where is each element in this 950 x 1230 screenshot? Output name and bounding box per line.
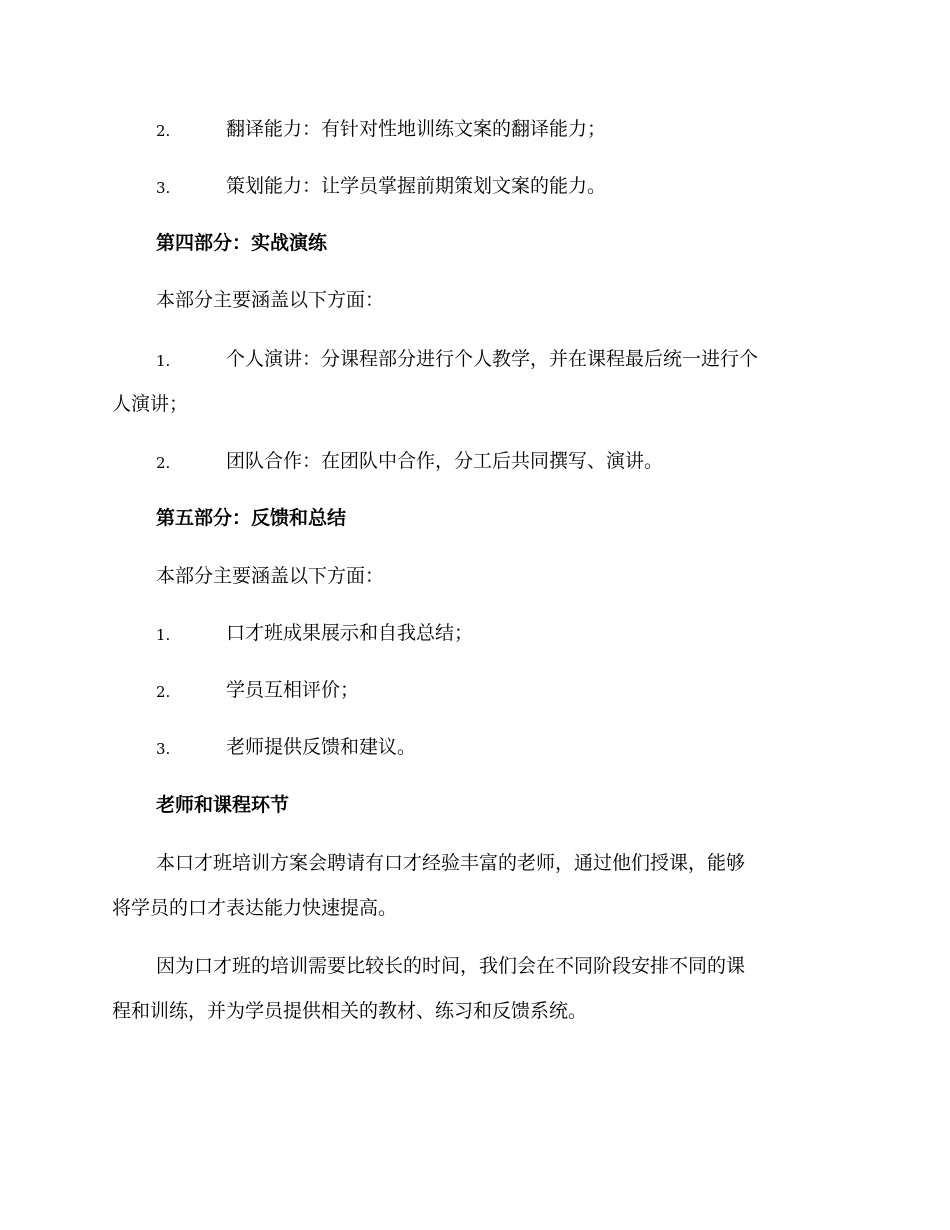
paragraph-text: 程和训练，并为学员提供相关的教材、练习和反馈系统。 [112, 1000, 588, 1022]
list-item-text: 策划能力：让学员掌握前期策划文案的能力。 [226, 175, 607, 197]
list-item-text: 翻译能力：有针对性地训练文案的翻译能力； [226, 118, 607, 140]
list-item-planning [0, 171, 950, 201]
paragraph-teachers-line1 [0, 848, 950, 878]
paragraph-text: 本部分主要涵盖以下方面： [156, 289, 385, 311]
list-item-personal-speech [0, 344, 950, 374]
list-item-teamwork [0, 446, 950, 476]
paragraph-schedule-line1 [0, 951, 950, 981]
list-item-text: 个人演讲：分课程部分进行个人教学，并在课程最后统一进行个 [226, 348, 759, 370]
paragraph-schedule-line2 [0, 996, 950, 1026]
list-item-text: 团队合作：在团队中合作，分工后共同撰写、演讲。 [226, 450, 664, 472]
list-item-personal-speech-continuation [0, 389, 950, 419]
section-heading-teachers [0, 790, 950, 820]
list-item-text: 口才班成果展示和自我总结； [226, 622, 474, 644]
section-heading-text: 第四部分：实战演练 [156, 232, 328, 254]
paragraph-text: 将学员的口才表达能力快速提高。 [112, 897, 398, 919]
section-heading-part5 [0, 503, 950, 533]
list-number: 3. [156, 179, 171, 197]
section-heading-part4 [0, 228, 950, 258]
list-number: 2. [156, 454, 171, 472]
section-heading-text: 老师和课程环节 [156, 794, 290, 816]
list-number: 1. [156, 352, 171, 370]
list-item-text: 老师提供反馈和建议。 [226, 736, 417, 758]
list-number: 2. [156, 122, 171, 140]
paragraph-teachers-line2 [0, 893, 950, 923]
list-number: 1. [156, 626, 171, 644]
paragraph-text: 因为口才班的培训需要比较长的时间，我们会在不同阶段安排不同的课 [156, 955, 746, 977]
paragraph-text: 本口才班培训方案会聘请有口才经验丰富的老师，通过他们授课，能够 [156, 852, 746, 874]
intro-paragraph-part5 [0, 561, 950, 591]
intro-paragraph-part4 [0, 285, 950, 315]
list-item-text-continuation: 人演讲； [112, 393, 189, 415]
list-item-peer-evaluation [0, 675, 950, 705]
list-item-translation [0, 114, 950, 144]
paragraph-text: 本部分主要涵盖以下方面： [156, 565, 385, 587]
section-heading-text: 第五部分：反馈和总结 [156, 507, 347, 529]
list-number: 2. [156, 683, 171, 701]
list-item-teacher-feedback [0, 732, 950, 762]
list-item-showcase [0, 618, 950, 648]
list-number: 3. [156, 740, 171, 758]
list-item-text: 学员互相评价； [226, 679, 360, 701]
